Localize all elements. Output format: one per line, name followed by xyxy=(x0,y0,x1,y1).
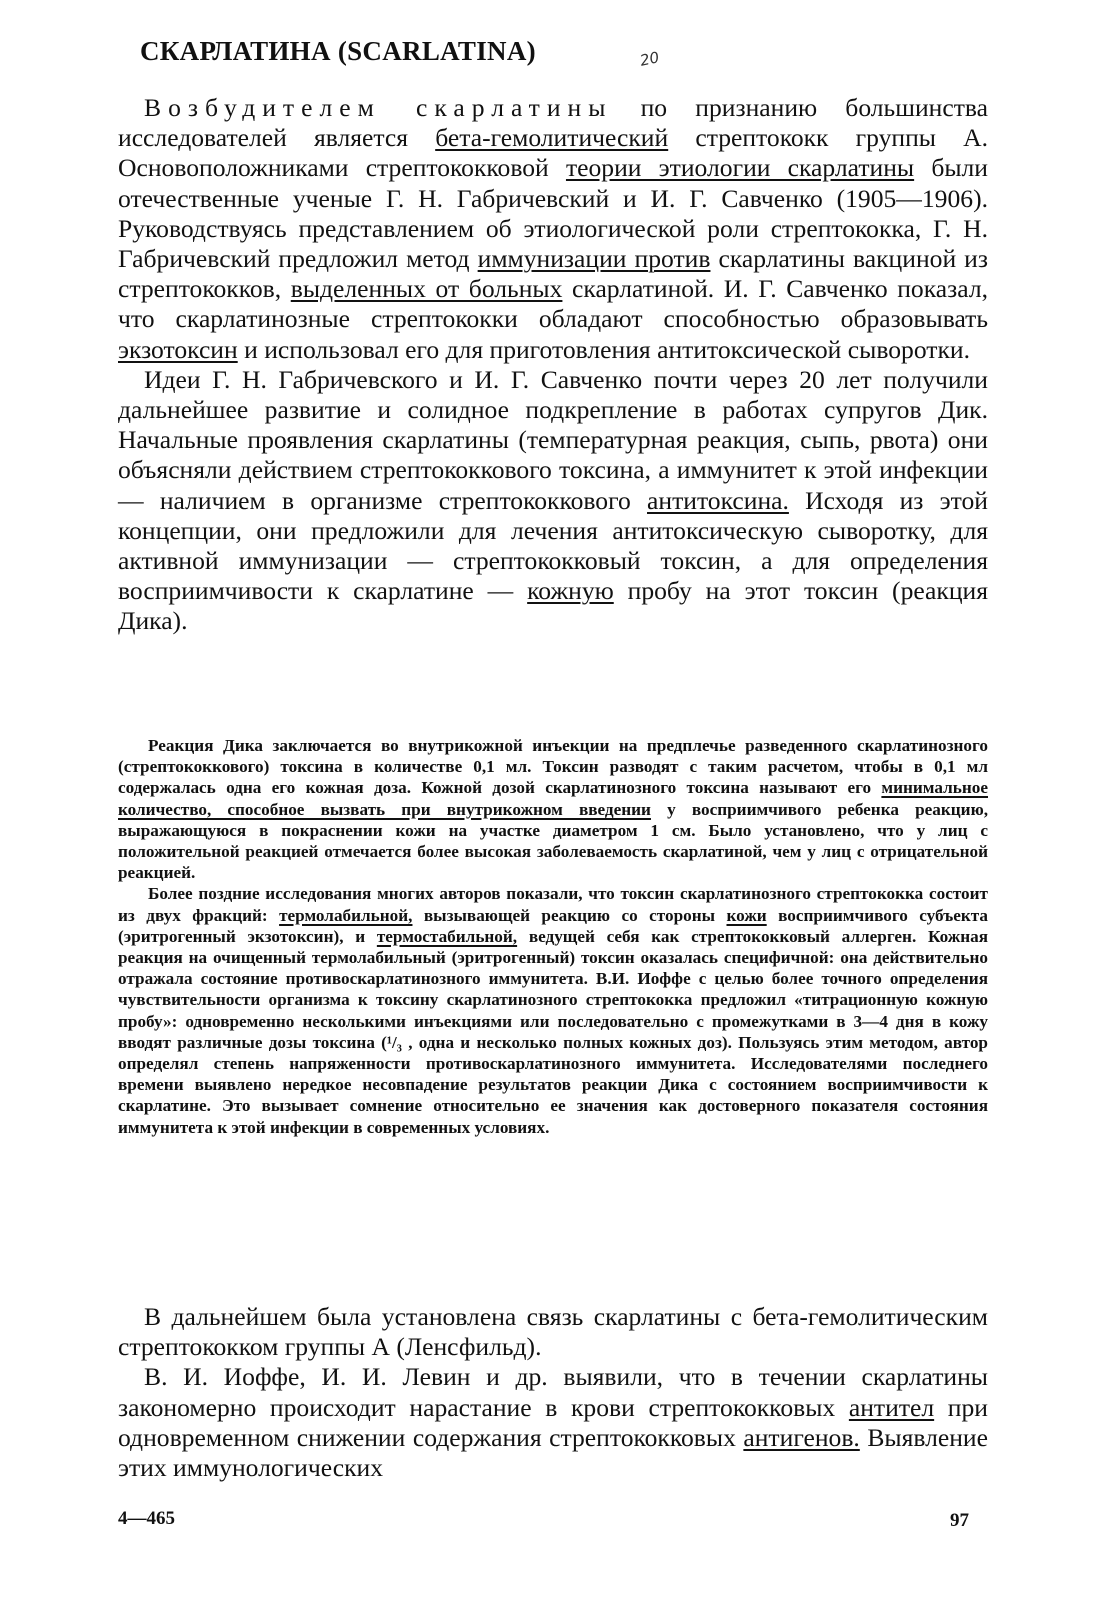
paragraph-lancefield: В дальнейшем была установлена связь скарлатины с бета-гемолитическим стрептококком группы А (Ленсфильд). xyxy=(118,1302,988,1362)
page-number: 97 xyxy=(950,1510,969,1531)
text-run: Исходя из этой концепции, они предложили для лечения антитоксическую сыворотку, для активной иммунизации — стрептококковый токсин, а для определения восприимчивости к скарлатине — xyxy=(118,485,988,606)
underlined-text: бета-гемолитический xyxy=(435,123,669,153)
paragraph-ioffe xyxy=(118,1362,988,1483)
text-run: ведущей себя как стрептококковый аллерген. Кожная реакция на очищенный термолабильный (эритрогенный) токсин оказалась специфичной: она действительно отражала состояние противоскарлатинозного иммунитета. В.И. Иоффе с целью более точного определения чувствительности организма к токсину скарлатинозного стрептококка предложил «титрационную кожную пробу»: одновременно несколькими инъекциями или последовательно с промежутками в 3—4 дня в кожу вводят различные дозы токсина (¹/₃ , одна и несколько полных кожных доз). Пользуясь этим методом, автор определял степень напряженности противоскарлатинозного иммунитета. Исследователями последнего времени выявлено нередкое несовпадение результатов реакции Дика с состоянием восприимчивости к скарлатине. Это вызывает сомнение относительно ее значения как достоверного показателя состояния иммунитета к этой инфекции в современных условиях. xyxy=(118,926,989,1137)
text-run: скарлатины вакциной из стрептококков, xyxy=(118,244,988,304)
paragraph-causative-agent xyxy=(118,93,988,365)
underlined-text: иммунизации против xyxy=(477,244,711,274)
text-run: скарлатиной. И. Г. Савченко показал, что скарлатинозные стрептококки обладают способностью образовывать xyxy=(118,274,988,334)
main-text-top xyxy=(118,93,988,637)
text-run: вызывающей реакцию со стороны xyxy=(412,905,727,925)
text-run: Более поздние исследования многих авторов показали, что токсин скарлатинозного стрептококка состоит из двух фракций: xyxy=(118,884,988,925)
printer-signature: 4—465 xyxy=(118,1508,175,1529)
underlined-text: теории этиологии скарлатины xyxy=(565,153,915,183)
underlined-text: кожи xyxy=(726,905,767,925)
underlined-text: термолабильной, xyxy=(279,905,413,925)
small-print-block xyxy=(118,735,988,1138)
underlined-text: минимальное количество, способное вызвать при внутрикожном введении xyxy=(118,778,988,819)
text-run: при одновременном снижении содержания стрептококковых xyxy=(118,1392,988,1452)
text-run: у восприимчивого ребенка реакцию, выражающуюся в покраснении кожи на участке диаметром 1 см. Было установлено, что у лиц с положительной реакцией отмечается более высокая заболеваемость скарлатиной, чем у лиц с отрицательной реакцией. xyxy=(118,799,988,883)
main-text-bottom xyxy=(118,1302,988,1483)
section-heading: СКАРЛАТИНА (SCARLATINA) xyxy=(140,36,536,66)
handwritten-note: 20 xyxy=(638,48,661,70)
text-run: Реакция Дика заключается во внутрикожной инъекции на предплечье разведенного скарлатинозного (стрептококкового) токсина в количестве 0,1 мл. Токсин разводят с таким расчетом, чтобы в 0,1 мл содержалась одна его кожная доза. Кожной дозой скарлатинозного токсина называют его xyxy=(118,736,988,798)
text-run: и использовал его для приготовления антитоксической сыворотки. xyxy=(237,334,971,364)
text-run: В. И. Иоффе, И. И. Левин и др. выявили, что в течении скарлатины закономерно происходит нарастание в крови стрептококковых xyxy=(118,1362,988,1422)
underlined-text: экзотоксин xyxy=(118,334,238,364)
text-run: пробу на этот токсин (реакция Дика). xyxy=(118,576,988,636)
paragraph-toxin-fractions xyxy=(118,883,988,1137)
underlined-text: антител xyxy=(848,1392,935,1422)
text-run: восприимчивого субъекта (эритрогенный экзотоксин), и xyxy=(118,905,988,946)
text-run: Выявление этих иммунологических xyxy=(118,1422,988,1483)
underlined-text: антитоксина. xyxy=(647,485,789,515)
paragraph-dick-theory xyxy=(118,365,988,637)
text-run: по признанию большинства исследователей является xyxy=(118,93,988,153)
paragraph-dick-reaction xyxy=(118,735,988,883)
text-run: Идеи Г. Н. Габричевского и И. Г. Савченко почти через 20 лет получили дальнейшее развитие и солидное подкрепление в работах супругов Дик. Начальные проявления скарлатины (температурная реакция, сыпь, рвота) они объясняли действием стрептококкового токсина, а иммунитет к этой инфекции — наличием в организме стрептококкового xyxy=(118,364,988,515)
underlined-text: термостабильной, xyxy=(376,926,518,946)
underlined-text: кожную xyxy=(527,576,614,606)
underlined-text: выделенных от больных xyxy=(290,274,563,304)
text-run: были отечественные ученые Г. Н. Габричевский и И. Г. Савченко (1905—1906). Руководствуясь представлением об этиологической роли стрептококка, Г. Н. Габричевский предложил метод xyxy=(118,153,989,274)
underlined-text: антигенов. xyxy=(743,1422,860,1452)
spaced-emphasis: Возбудителем скарлатины xyxy=(144,93,613,122)
text-run: стрептококк группы А. Основоположниками стрептококковой xyxy=(118,123,988,183)
